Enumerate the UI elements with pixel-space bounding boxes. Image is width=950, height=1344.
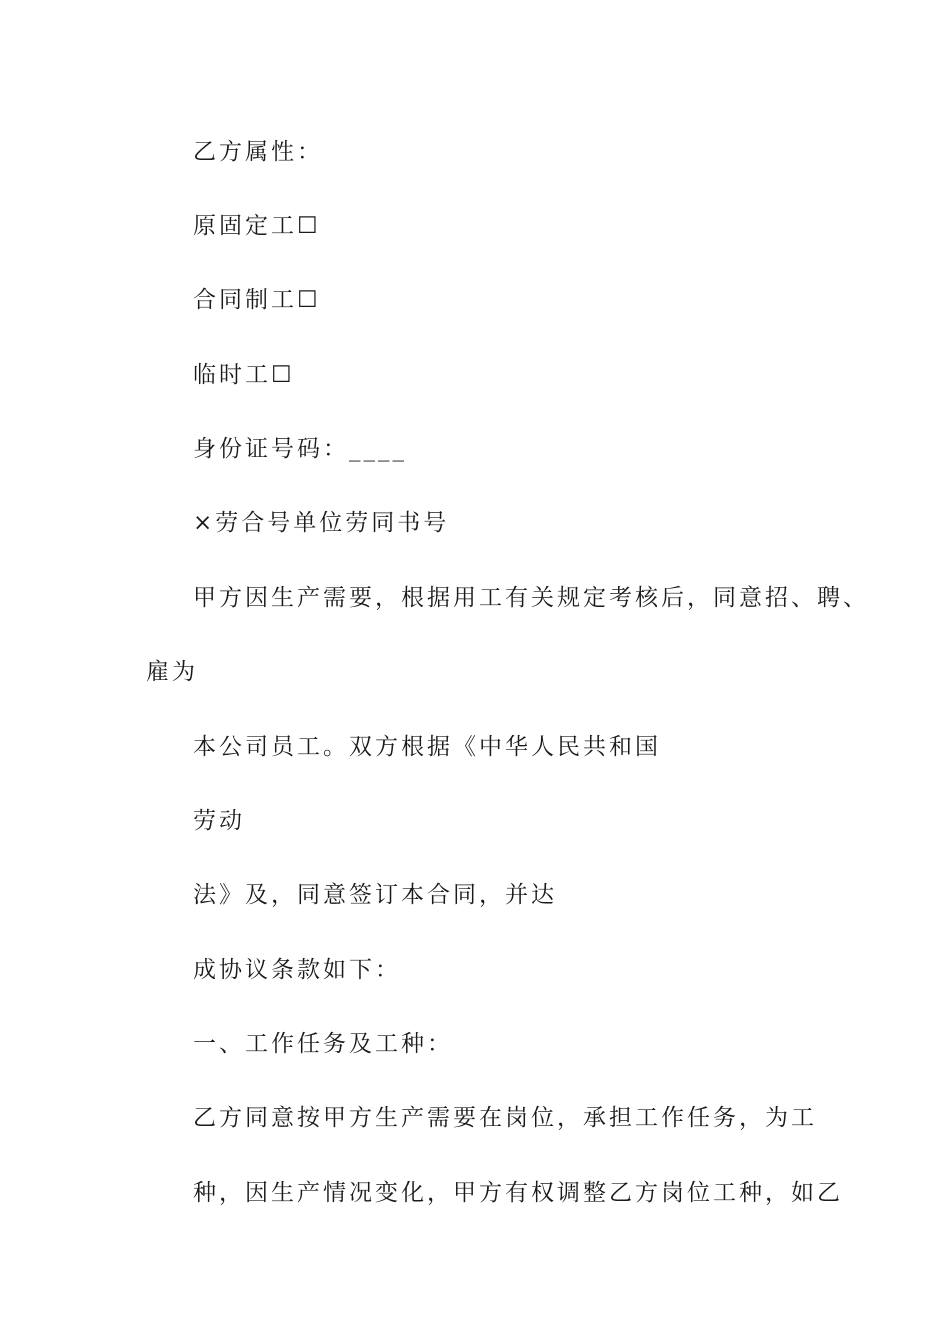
text-line-paragraph-3: 劳动 — [193, 808, 245, 834]
section-heading-work-tasks: 一、工作任务及工种： — [193, 1031, 453, 1057]
text-line-paragraph-7: 种，因生产情况变化，甲方有权调整乙方岗位工种，如乙 — [193, 1180, 843, 1206]
text-line-paragraph-2: 本公司员工。双方根据《中华人民共和国 — [193, 734, 661, 760]
text-line-temporary-worker: 临时工☐ — [193, 362, 295, 388]
text-line-paragraph-1: 甲方因生产需要，根据用工有关规定考核后，同意招、聘、 — [193, 585, 869, 611]
text-line-paragraph-5: 成协议条款如下： — [193, 957, 401, 983]
text-line-party-b-attribute: 乙方属性： — [193, 139, 323, 165]
text-line-paragraph-4: 法》及，同意签订本合同，并达 — [193, 882, 557, 908]
text-line-paragraph-1-wrap: 雇为 — [146, 659, 198, 685]
text-line-contract-number: ×劳合号单位劳同书号 — [193, 510, 450, 536]
text-line-paragraph-6: 乙方同意按甲方生产需要在岗位，承担工作任务，为工 — [193, 1105, 817, 1131]
text-line-id-number: 身份证号码：____ — [193, 436, 407, 462]
text-line-permanent-worker: 原固定工☐ — [193, 213, 321, 239]
text-line-contract-worker: 合同制工☐ — [193, 287, 321, 313]
